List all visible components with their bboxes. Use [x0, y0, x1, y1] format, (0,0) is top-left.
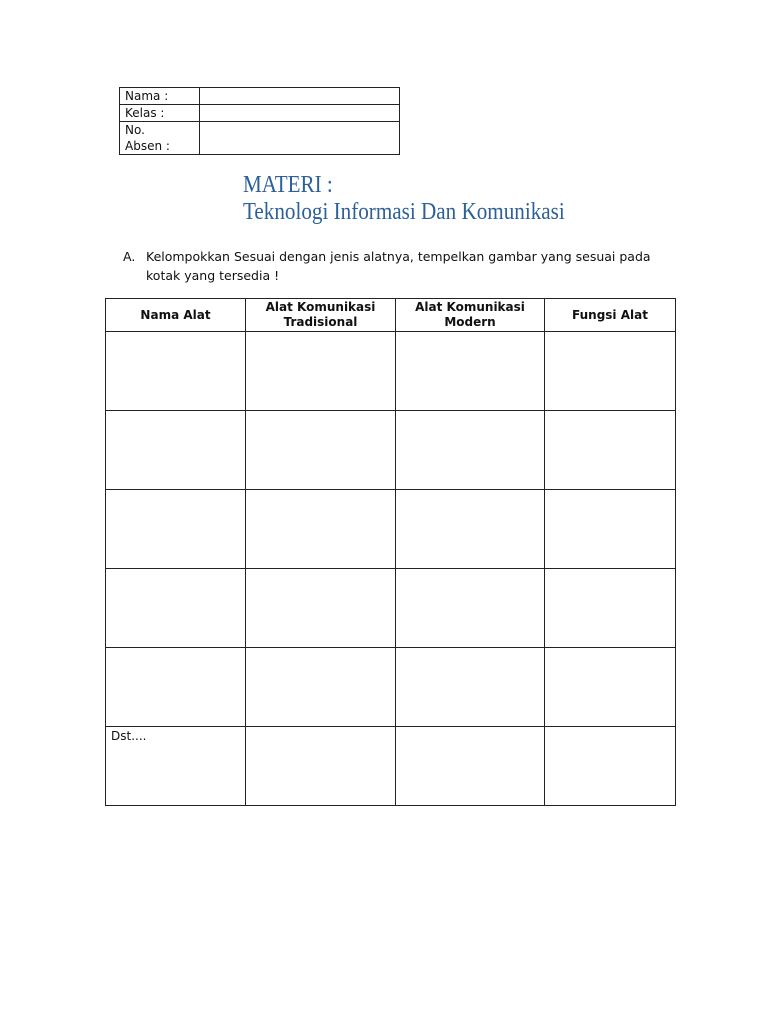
instruction-a	[123, 247, 683, 285]
table-row	[106, 569, 676, 648]
header-alat-modern: Alat Komunikasi Modern	[396, 299, 545, 332]
table-header-row	[106, 299, 676, 332]
identity-row-kelas	[120, 105, 400, 122]
cell-fungsi[interactable]	[545, 490, 676, 569]
cell-continuation-text[interactable]: Dst....	[106, 727, 246, 806]
cell-fungsi[interactable]	[545, 411, 676, 490]
absen-label: No. Absen :	[120, 122, 200, 155]
absen-field[interactable]	[200, 122, 400, 155]
cell-tradisional[interactable]	[246, 332, 396, 411]
cell-fungsi[interactable]	[545, 569, 676, 648]
cell-modern[interactable]	[396, 727, 545, 806]
table-row	[106, 332, 676, 411]
document-title	[243, 172, 565, 226]
table-row	[106, 648, 676, 727]
cell-nama-alat[interactable]	[106, 569, 246, 648]
nama-field[interactable]	[200, 88, 400, 105]
cell-nama-alat[interactable]	[106, 332, 246, 411]
title-line-materi: MATERI :	[243, 172, 333, 198]
cell-modern[interactable]	[396, 569, 545, 648]
cell-modern[interactable]	[396, 332, 545, 411]
cell-nama-alat[interactable]	[106, 648, 246, 727]
table-row-continuation	[106, 727, 676, 806]
cell-nama-alat[interactable]	[106, 411, 246, 490]
cell-modern[interactable]	[396, 648, 545, 727]
identity-row-absen	[120, 122, 400, 155]
kelas-label: Kelas :	[120, 105, 200, 122]
kelas-field[interactable]	[200, 105, 400, 122]
header-alat-tradisional: Alat Komunikasi Tradisional	[246, 299, 396, 332]
cell-fungsi[interactable]	[545, 727, 676, 806]
instruction-text: Kelompokkan Sesuai dengan jenis alatnya, tempelkan gambar yang sesuai pada kotak yang tersedia !	[146, 249, 651, 283]
cell-tradisional[interactable]	[246, 490, 396, 569]
table-row	[106, 490, 676, 569]
cell-fungsi[interactable]	[545, 648, 676, 727]
table-row	[106, 411, 676, 490]
identity-row-nama	[120, 88, 400, 105]
cell-nama-alat[interactable]	[106, 490, 246, 569]
cell-modern[interactable]	[396, 490, 545, 569]
header-nama-alat: Nama Alat	[106, 299, 246, 332]
cell-tradisional[interactable]	[246, 648, 396, 727]
instruction-marker: A.	[123, 249, 136, 264]
cell-modern[interactable]	[396, 411, 545, 490]
header-fungsi-alat: Fungsi Alat	[545, 299, 676, 332]
title-line-topic: Teknologi Informasi Dan Komunikasi	[243, 199, 565, 225]
nama-label: Nama :	[120, 88, 200, 105]
cell-tradisional[interactable]	[246, 727, 396, 806]
cell-fungsi[interactable]	[545, 332, 676, 411]
communication-tools-table	[105, 298, 676, 806]
cell-tradisional[interactable]	[246, 569, 396, 648]
student-identity-table	[119, 87, 400, 155]
cell-tradisional[interactable]	[246, 411, 396, 490]
